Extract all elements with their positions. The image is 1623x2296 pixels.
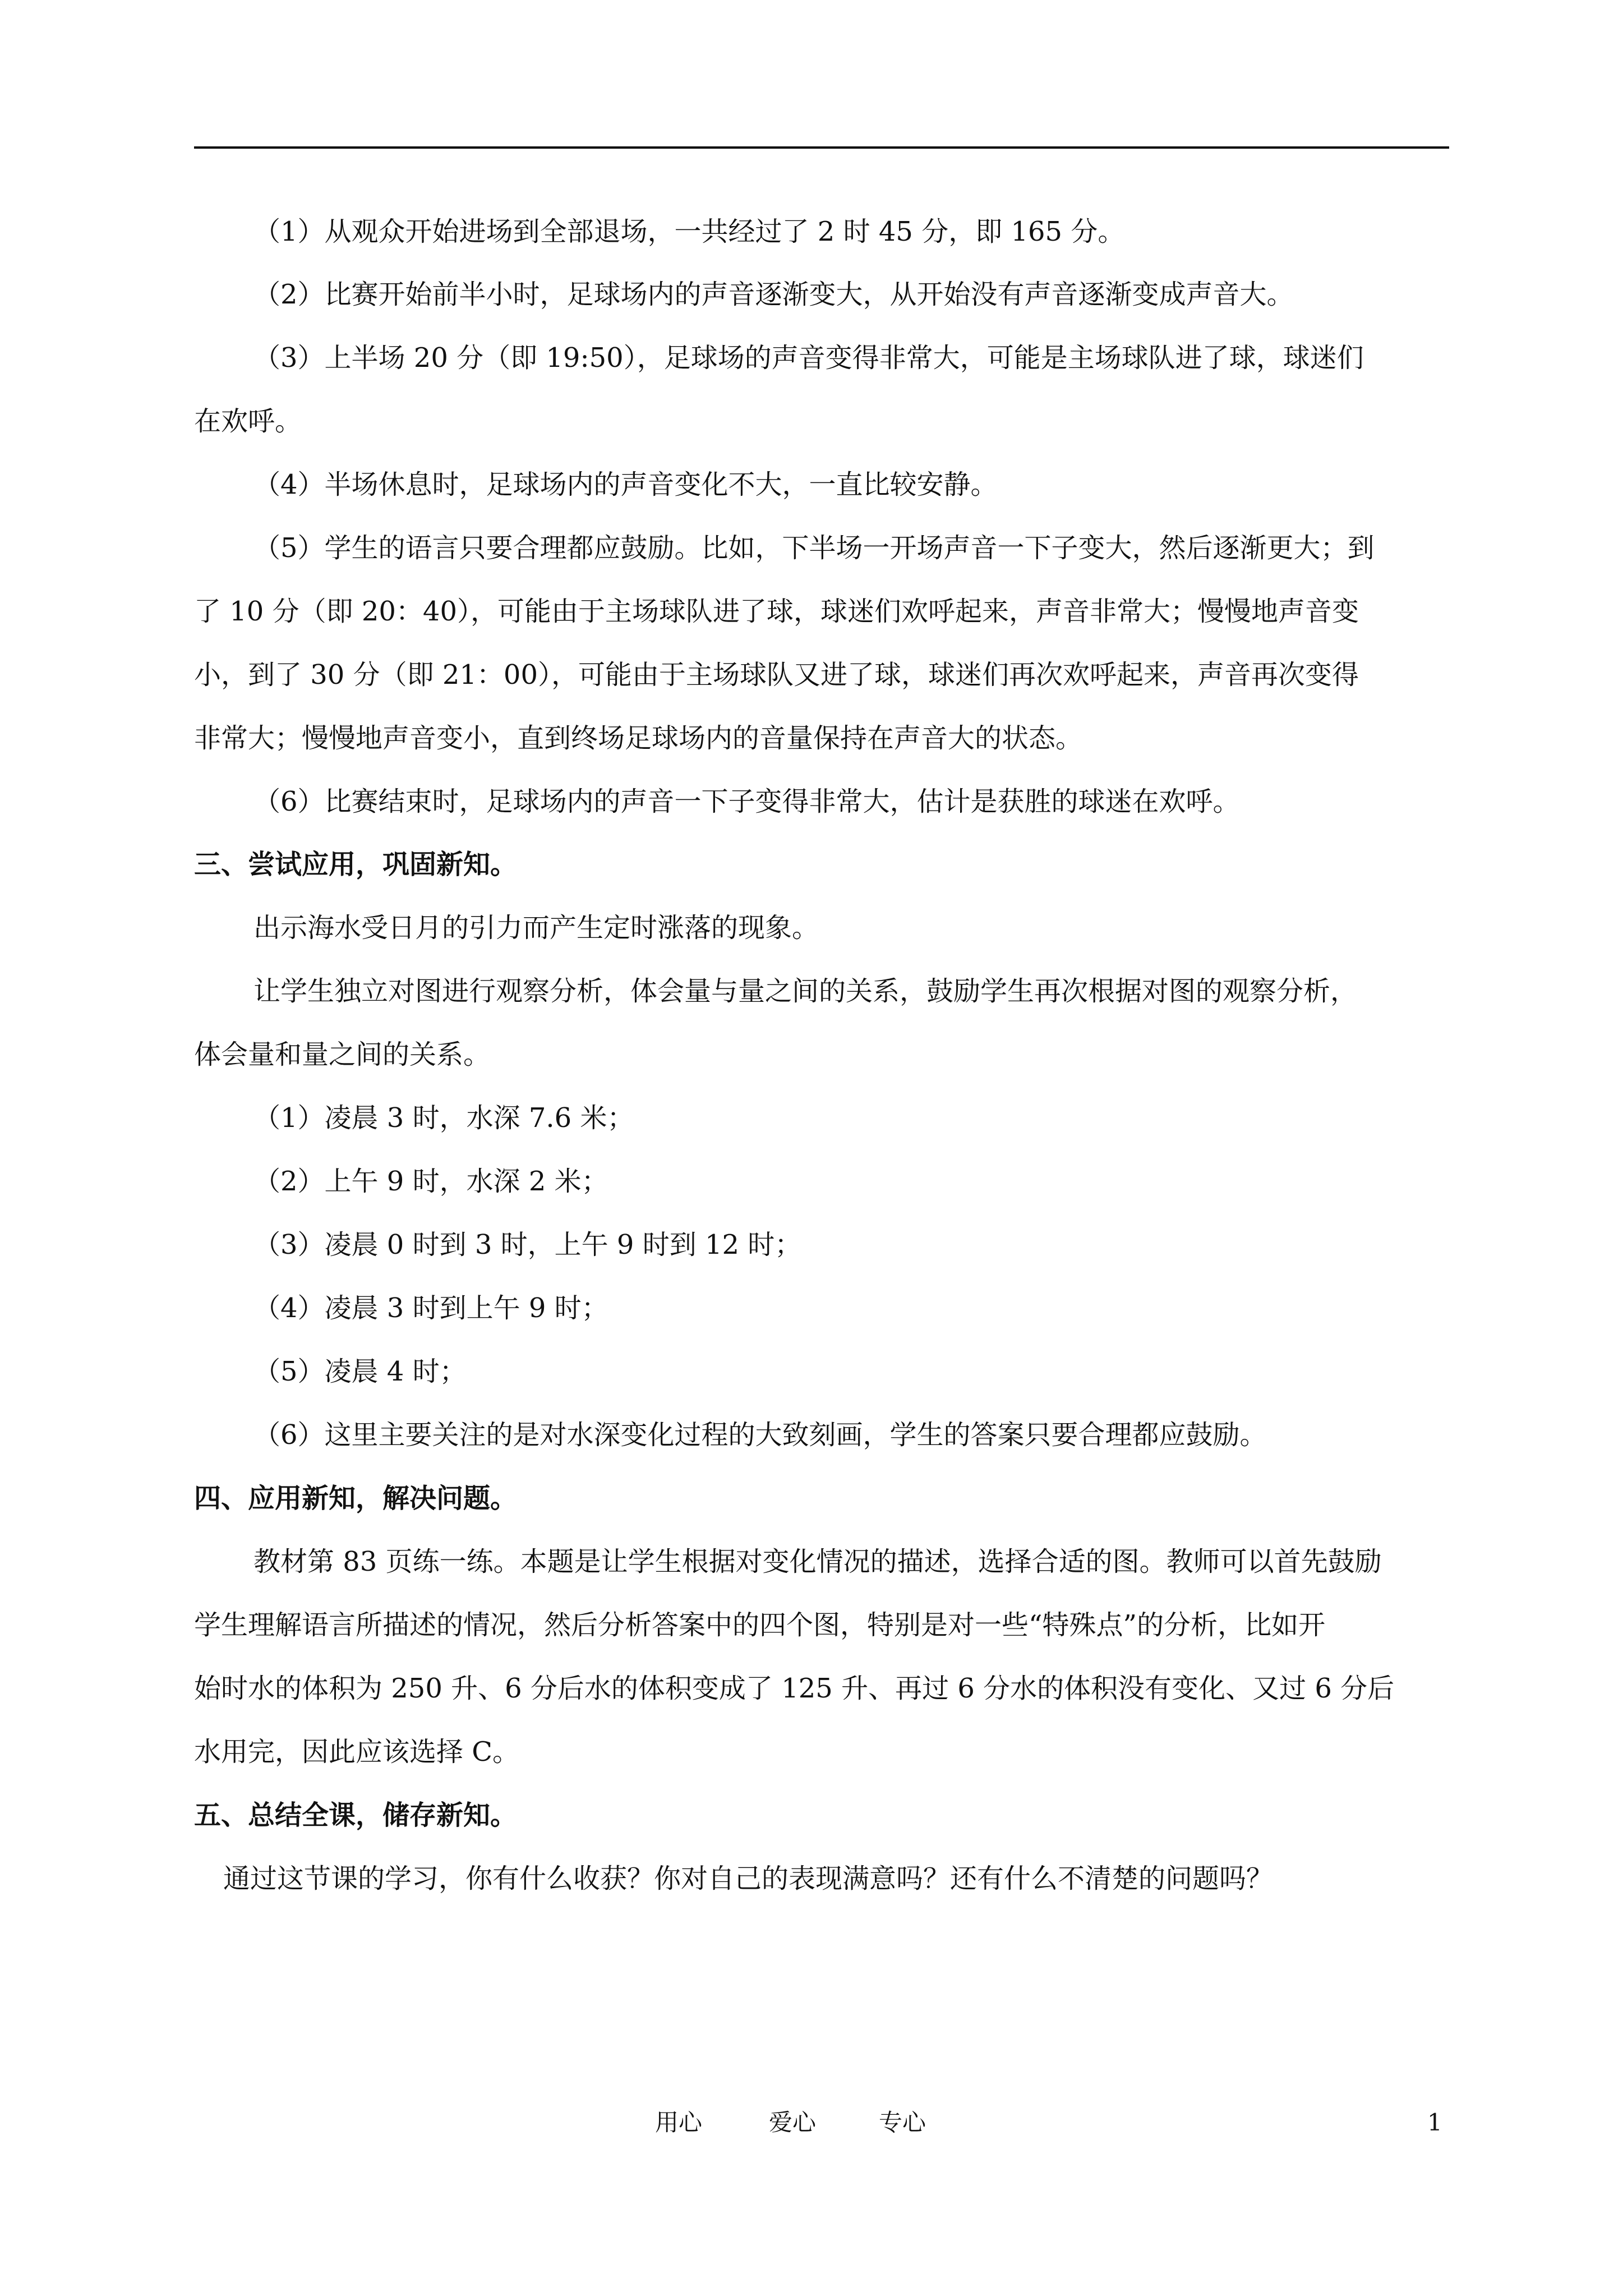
section-4-line-1: 教材第 83 页练一练。本题是让学生根据对变化情况的描述，选择合适的图。教师可以首先鼓励 xyxy=(253,1546,1382,1577)
paragraph-5-line-3: 小，到了 30 分（即 21：00），可能由于主场球队又进了球，球迷们再次欢呼起来，声音再次变得 xyxy=(194,659,1359,691)
section-3-item-6: （6）这里主要关注的是对水深变化过程的大致刻画，学生的答案只要合理都应鼓励。 xyxy=(253,1419,1267,1451)
paragraph-5-line-1: （5）学生的语言只要合理都应鼓励。比如，下半场一开场声音一下子变大，然后逐渐更大；到 xyxy=(253,532,1375,564)
section-3-item-1: （1）凌晨 3 时，水深 7.6 米； xyxy=(253,1102,634,1134)
section-5-line-1: 通过这节课的学习，你有什么收获？你对自己的表现满意吗？还有什么不清楚的问题吗？ xyxy=(223,1863,1274,1894)
section-4-line-4: 水用完，因此应该选择 C。 xyxy=(194,1736,519,1768)
section-3-item-5: （5）凌晨 4 时； xyxy=(253,1356,467,1387)
section-5-heading: 五、总结全课，储存新知。 xyxy=(194,1800,518,1831)
paragraph-4: （4）半场休息时，足球场内的声音变化不大，一直比较安静。 xyxy=(253,469,998,500)
section-3-body-line-1: 让学生独立对图进行观察分析，体会量与量之间的关系，鼓励学生再次根据对图的观察分析， xyxy=(253,976,1358,1007)
section-4-line-2: 学生理解语言所描述的情况，然后分析答案中的四个图，特别是对一些“特殊点”的分析，比如开 xyxy=(194,1609,1326,1641)
section-3-heading: 三、尝试应用，巩固新知。 xyxy=(194,849,518,880)
section-3-item-3: （3）凌晨 0 时到 3 时，上午 9 时到 12 时； xyxy=(253,1229,802,1260)
section-3-body-line-2: 体会量和量之间的关系。 xyxy=(194,1039,491,1070)
paragraph-3-line-2: 在欢呼。 xyxy=(194,406,302,437)
section-3-intro: 出示海水受日月的引力而产生定时涨落的现象。 xyxy=(253,912,819,944)
section-4-line-3: 始时水的体积为 250 升、6 分后水的体积变成了 125 升、再过 6 分水的体积没有变化、又过 6 分后 xyxy=(194,1673,1395,1704)
header-rule xyxy=(194,146,1449,149)
page-number: 1 xyxy=(1427,2109,1442,2136)
paragraph-1: （1）从观众开始进场到全部退场，一共经过了 2 时 45 分，即 165 分。 xyxy=(253,216,1125,247)
paragraph-6: （6）比赛结束时，足球场内的声音一下子变得非常大，估计是获胜的球迷在欢呼。 xyxy=(253,786,1240,817)
paragraph-2: （2）比赛开始前半小时，足球场内的声音逐渐变大，从开始没有声音逐渐变成声音大。 xyxy=(253,279,1294,310)
footer-word-1: 用心 xyxy=(655,2109,703,2136)
paragraph-5-line-4: 非常大；慢慢地声音变小，直到终场足球场内的音量保持在声音大的状态。 xyxy=(194,723,1083,754)
section-3-item-4: （4）凌晨 3 时到上午 9 时； xyxy=(253,1292,608,1324)
footer-word-3: 专心 xyxy=(879,2109,926,2136)
footer-word-2: 爱心 xyxy=(769,2109,817,2136)
section-4-heading: 四、应用新知，解决问题。 xyxy=(194,1483,518,1514)
section-3-item-2: （2）上午 9 时，水深 2 米； xyxy=(253,1166,608,1197)
paragraph-3-line-1: （3）上半场 20 分（即 19:50），足球场的声音变得非常大，可能是主场球队进了球，球迷们 xyxy=(253,342,1364,374)
paragraph-5-line-2: 了 10 分（即 20：40），可能由于主场球队进了球，球迷们欢呼起来，声音非常大；慢慢地声音变 xyxy=(194,596,1359,627)
